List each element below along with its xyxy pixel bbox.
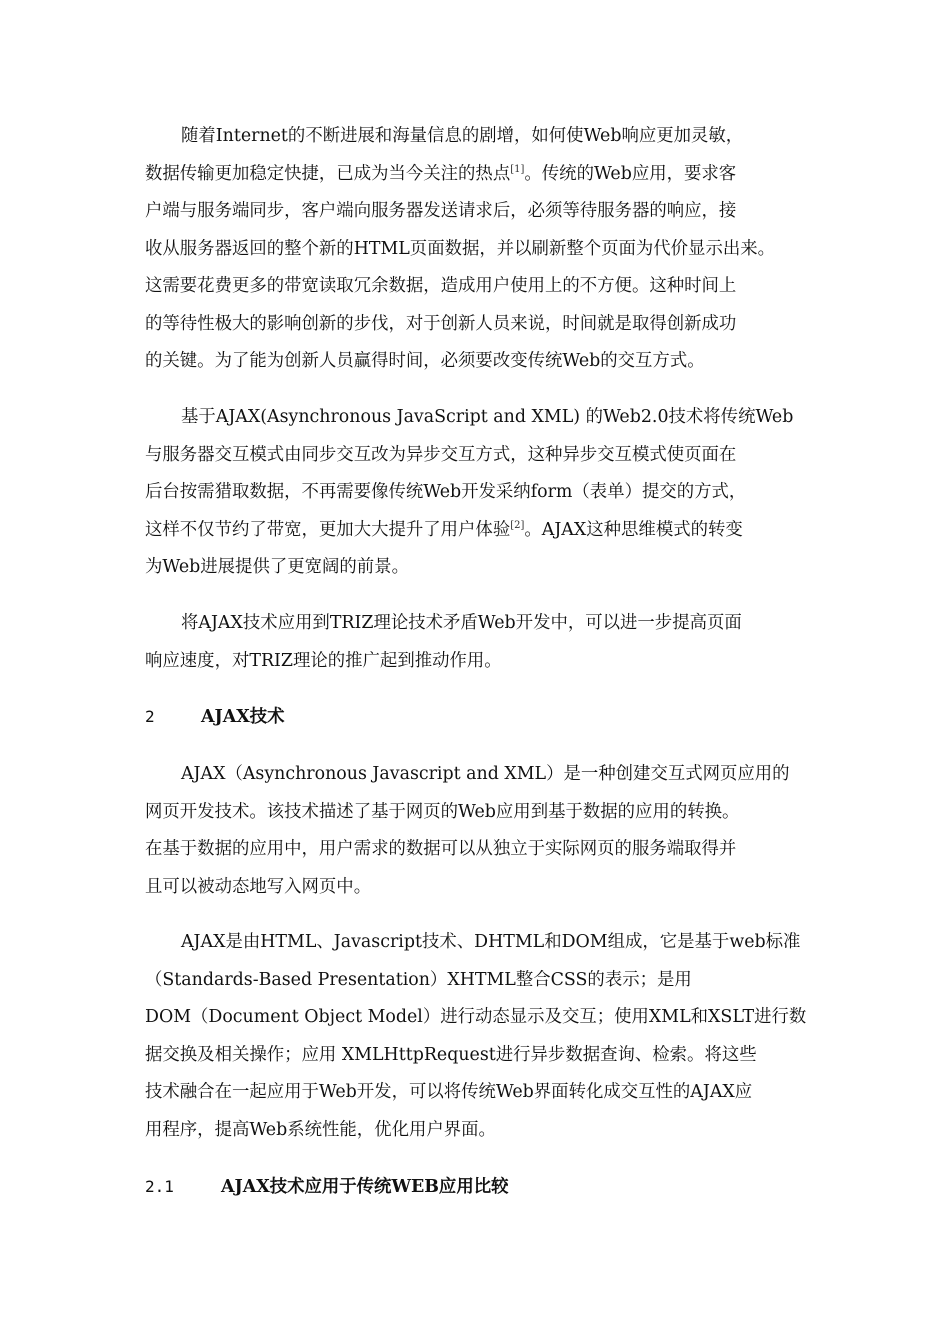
text-line: 将AJAX技术应用到TRIZ理论技术矛盾Web开发中，可以进一步提高页面 [181, 613, 742, 633]
text-segment: 这样不仅节约了带宽，更加大大提升了用户体验 [145, 519, 511, 540]
text-line: 在基于数据的应用中，用户需求的数据可以从独立于实际网页的服务端取得并 [145, 839, 737, 859]
text-line: 后台按需猎取数据，不再需要像传统Web开发采纳form（表单）提交的方式， [145, 482, 747, 502]
section-number: 2.1 [145, 1177, 174, 1196]
citation-ref: [1] [510, 163, 525, 175]
text-line [145, 512, 825, 550]
text-line: AJAX（Asynchronous Javascript and XML）是一种创建交互式网页应用的 [181, 764, 790, 784]
text-line: 响应速度，对TRIZ理论的推广起到推动作用。 [145, 650, 502, 671]
paragraph-intro [145, 118, 825, 381]
section-number: 2 [145, 707, 155, 726]
section-title: AJAX技术应用于传统WEB应用比较 [221, 1177, 509, 1197]
text-line: 的关键。为了能为创新人员赢得时间，必须要改变传统Web的交互方式。 [145, 351, 705, 371]
text-line: 收从服务器返回的整个新的HTML页面数据，并以刷新整个页面为代价显示出来。 [145, 238, 776, 259]
section-title: AJAX技术 [201, 707, 285, 727]
text-segment: 。传统的Web应用，要求客 [524, 163, 737, 184]
text-line: 户端与服务端同步，客户端向服务器发送请求后，必须等待服务器的响应，接 [145, 201, 737, 221]
citation-ref: [2] [510, 519, 525, 531]
text-line: 这需要花费更多的带宽读取冗余数据，造成用户使用上的不方便。这种时间上 [145, 276, 737, 296]
text-line: 的等待性极大的影响创新的步伐，对于创新人员来说，时间就是取得创新成功 [145, 313, 737, 334]
text-line: （Standards-Based Presentation）XHTML整合CSS的表示；是用 [145, 969, 692, 990]
paragraph-ajax-definition [145, 756, 825, 906]
section-heading-2 [145, 698, 285, 736]
text-line [145, 156, 825, 194]
text-line: AJAX是由HTML、Javascript技术、DHTML和DOM组成，它是基于web标准 [181, 932, 801, 952]
text-line: 与服务器交互模式由同步交互改为异步交互方式，这种异步交互模式使页面在 [145, 444, 737, 465]
text-line: 据交换及相关操作；应用 XMLHttpRequest进行异步数据查询、检索。将这些 [145, 1044, 757, 1065]
text-line: 技术融合在一起应用于Web开发，可以将传统Web界面转化成交互性的AJAX应 [145, 1082, 753, 1102]
text-segment: 。AJAX这种思维模式的转变 [524, 519, 743, 540]
paragraph-ajax-components [145, 924, 825, 1149]
text-line: DOM（Document Object Model）进行动态显示及交互；使用XML和XSLT进行数 [145, 1007, 807, 1027]
text-line: 网页开发技术。该技术描述了基于网页的Web应用到基于数据的应用的转换。 [145, 801, 740, 822]
text-line: 基于AJAX(Asynchronous JavaScript and XML) 的Web2.0技术将传统Web [181, 407, 794, 427]
text-line: 用程序，提高Web系统性能，优化用户界面。 [145, 1119, 496, 1140]
text-segment: 数据传输更加稳定快捷，已成为当今关注的热点 [145, 163, 511, 184]
section-heading-2-1 [145, 1168, 509, 1206]
paragraph-triz [145, 605, 825, 680]
text-line: 随着Internet的不断进展和海量信息的剧增，如何使Web响应更加灵敏， [181, 126, 744, 146]
text-line: 为Web进展提供了更宽阔的前景。 [145, 557, 409, 577]
text-line: 且可以被动态地写入网页中。 [145, 876, 372, 897]
paragraph-web20 [145, 399, 825, 587]
